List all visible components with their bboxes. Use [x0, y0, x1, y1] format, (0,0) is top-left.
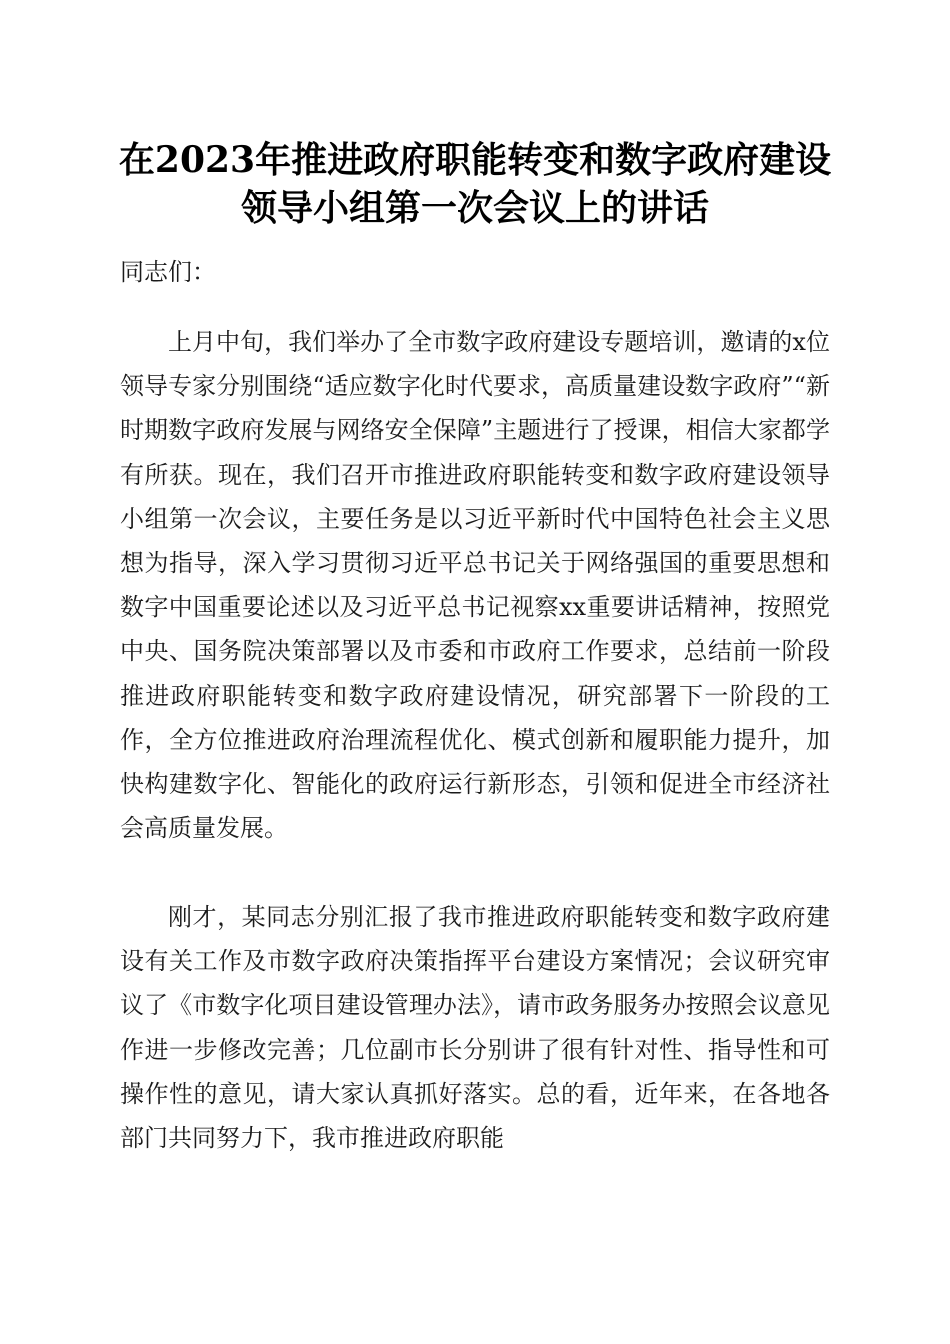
salutation: 同志们：: [120, 258, 216, 286]
document-title-line-2: 领导小组第一次会议上的讲话: [240, 187, 709, 229]
body-paragraph-1: 上月中旬，我们举办了全市数字政府建设专题培训，邀请的x位领导专家分别围绕“适应数字化时代要求，高质量建设数字政府”“新时期数字政府发展与网络安全保障”主题进行了授课，相信大家都学有所获。现在，我们召开市推进政府职能转变和数字政府建设领导小组第一次会议，主要任务是以习近平新时代中国特色社会主义思想为指导，深入学习贯彻习近平总书记关于网络强国的重要思想和数字中国重要论述以及习近平总书记视察xx重要讲话精神，按照党中央、国务院决策部署以及市委和市政府工作要求，总结前一阶段推进政府职能转变和数字政府建设情况，研究部署下一阶段的工作，全方位推进政府治理流程优化、模式创新和履职能力提升，加快构建数字化、智能化的政府运行新形态，引领和促进全市经济社会高质量发展。: [120, 328, 830, 843]
body-paragraph-2: 刚才，某同志分别汇报了我市推进政府职能转变和数字政府建设有关工作及市数字政府决策指挥平台建设方案情况；会议研究审议了《市数字化项目建设管理办法》，请市政务服务办按照会议意见作进一步修改完善；几位副市长分别讲了很有针对性、指导性和可操作性的意见，请大家认真抓好落实。总的看，近年来，在各地各部门共同努力下，我市推进政府职能: [120, 903, 830, 1153]
document-title-line-1: 在2023年推进政府职能转变和数字政府建设: [118, 139, 832, 181]
